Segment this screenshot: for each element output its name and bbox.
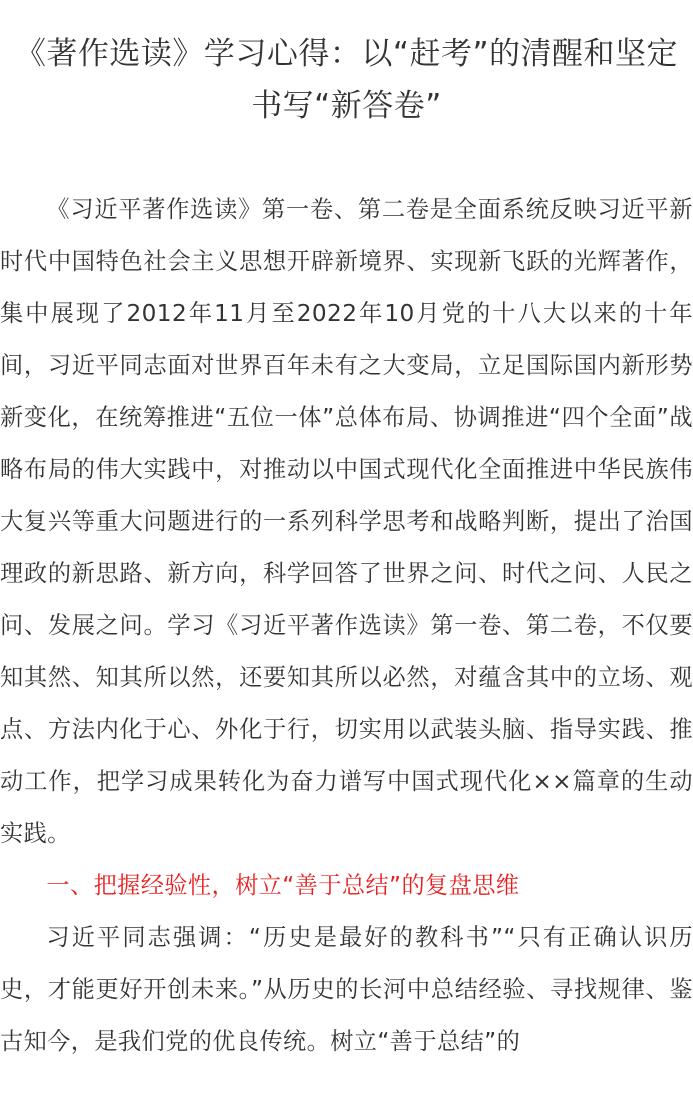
article-title: 《著作选读》学习心得：以“赶考”的清醒和坚定书写“新答卷” [14,36,679,124]
intro-paragraph: 《习近平著作选读》第一卷、第二卷是全面系统反映习近平新时代中国特色社会主义思想开辟新境界、实现新飞跃的光辉著作，集中展现了2012年11月至2022年10月党的十八大以来的十年间，习近平同志面对世界百年未有之大变局，立足国际国内新形势新变化，在统筹推进“五位一体”总体布局、协调推进“四个全面”战略布局的伟大实践中，对推动以中国式现代化全面推进中华民族伟大复兴等重大问题进行的一系列科学思考和战略判断，提出了治国理政的新思路、新方向，科学回答了世界之问、时代之问、人民之问、发展之问。学习《习近平著作选读》第一卷、第二卷，不仅要知其然、知其所以然，还要知其所以必然，对蕴含其中的立场、观点、方法内化于心、外化于行，切实用以武装头脑、指导实践、推动工作，把学习成果转化为奋力谱写中国式现代化××篇章的生动实践。 [0,196,693,847]
article-body [0,184,693,1068]
section-paragraph: 习近平同志强调：“历史是最好的教科书”“只有正确认识历史，才能更好开创未来。”从历史的长河中总结经验、寻找规律、鉴古知今，是我们党的优良传统。树立“善于总结”的 [0,924,693,1055]
section-heading: 一、把握经验性，树立“善于总结”的复盘思维 [46,872,520,899]
